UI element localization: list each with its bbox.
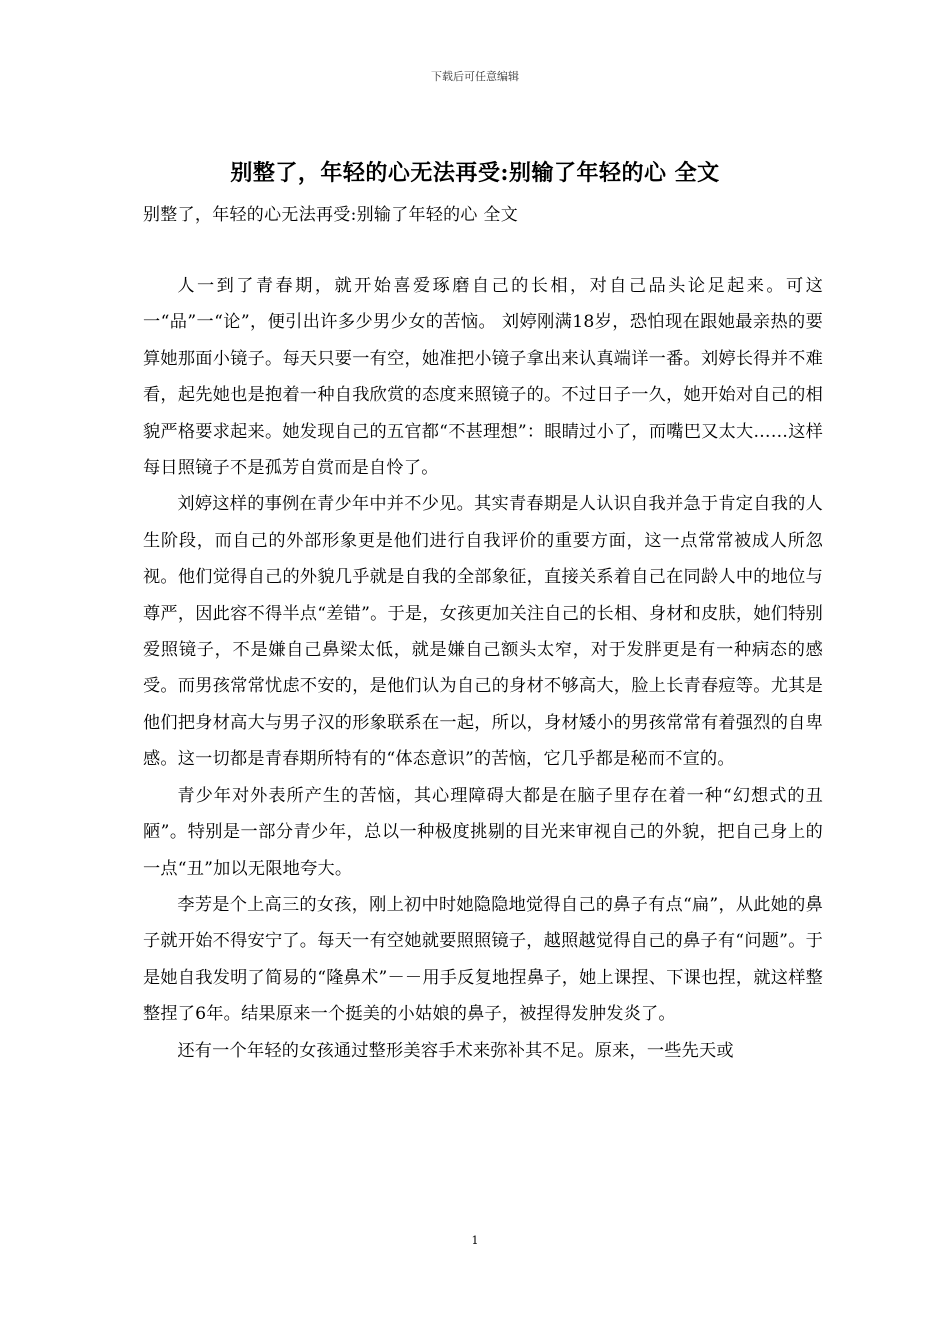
paragraph: 李芳是个上高三的女孩，刚上初中时她隐隐地觉得自己的鼻子有点“扁”，从此她的鼻子就开始不得安宁了。每天一有空她就要照照镜子，越照越觉得自己的鼻子有“问题”。于是她自我发明了简易的“隆鼻术”－－用手反复地捏鼻子，她上课捏、下课也捏，就这样整整捏了6年。结果原来一个挺美的小姑娘的鼻子，被捏得发肿发炎了。 (143, 894, 823, 1025)
document-subtitle: 别整了，年轻的心无法再受:别输了年轻的心 全文 (143, 205, 519, 225)
page-number: 1 (471, 1234, 479, 1247)
paragraph: 刘婷这样的事例在青少年中并不少见。其实青春期是人认识自我并急于肯定自我的人生阶段，而自己的外部形象更是他们进行自我评价的重要方面，这一点常常被成人所忽视。他们觉得自己的外貌几乎就是自我的全部象征，直接关系着自己在同龄人中的地位与尊严，因此容不得半点“差错”。于是，女孩更加关注自己的长相、身材和皮肤，她们特别爱照镜子，不是嫌自己鼻梁太低，就是嫌自己额头太窄，对于发胖更是有一种病态的感受。而男孩常常忧虑不安的，是他们认为自己的身材不够高大，脸上长青春痘等。尤其是他们把身材高大与男子汉的形象联系在一起，所以，身材矮小的男孩常常有着强烈的自卑感。这一切都是青春期所特有的“体态意识”的苦恼，它几乎都是秘而不宣的。 (143, 494, 823, 770)
paragraph: 还有一个年轻的女孩通过整形美容手术来弥补其不足。原来，一些先天或 (177, 1040, 734, 1061)
paragraph: 人一到了青春期，就开始喜爱琢磨自己的长相，对自己品头论足起来。可这一“品”一“论”，便引出许多少男少女的苦恼。 刘婷刚满18岁，恐怕现在跟她最亲热的要算她那面小镜子。每天只要一有空，她准把小镜子拿出来认真端详一番。刘婷长得并不难看，起先她也是抱着一种自我欣赏的态度来照镜子的。不过日子一久，她开始对自己的相貌严格要求起来。她发现自己的五官都“不甚理想”：眼睛过小了，而嘴巴又太大……这样每日照镜子不是孤芳自赏而是自怜了。 (143, 276, 823, 479)
document-body (143, 268, 823, 1069)
page-header: 下载后可任意编辑 (431, 70, 519, 83)
paragraph: 青少年对外表所产生的苦恼，其心理障碍大都是在脑子里存在着一种“幻想式的丑陋”。特别是一部分青少年，总以一种极度挑剔的目光来审视自己的外貌，把自己身上的一点“丑”加以无限地夸大。 (143, 785, 823, 879)
document-title: 别整了，年轻的心无法再受:别输了年轻的心 全文 (230, 160, 720, 186)
